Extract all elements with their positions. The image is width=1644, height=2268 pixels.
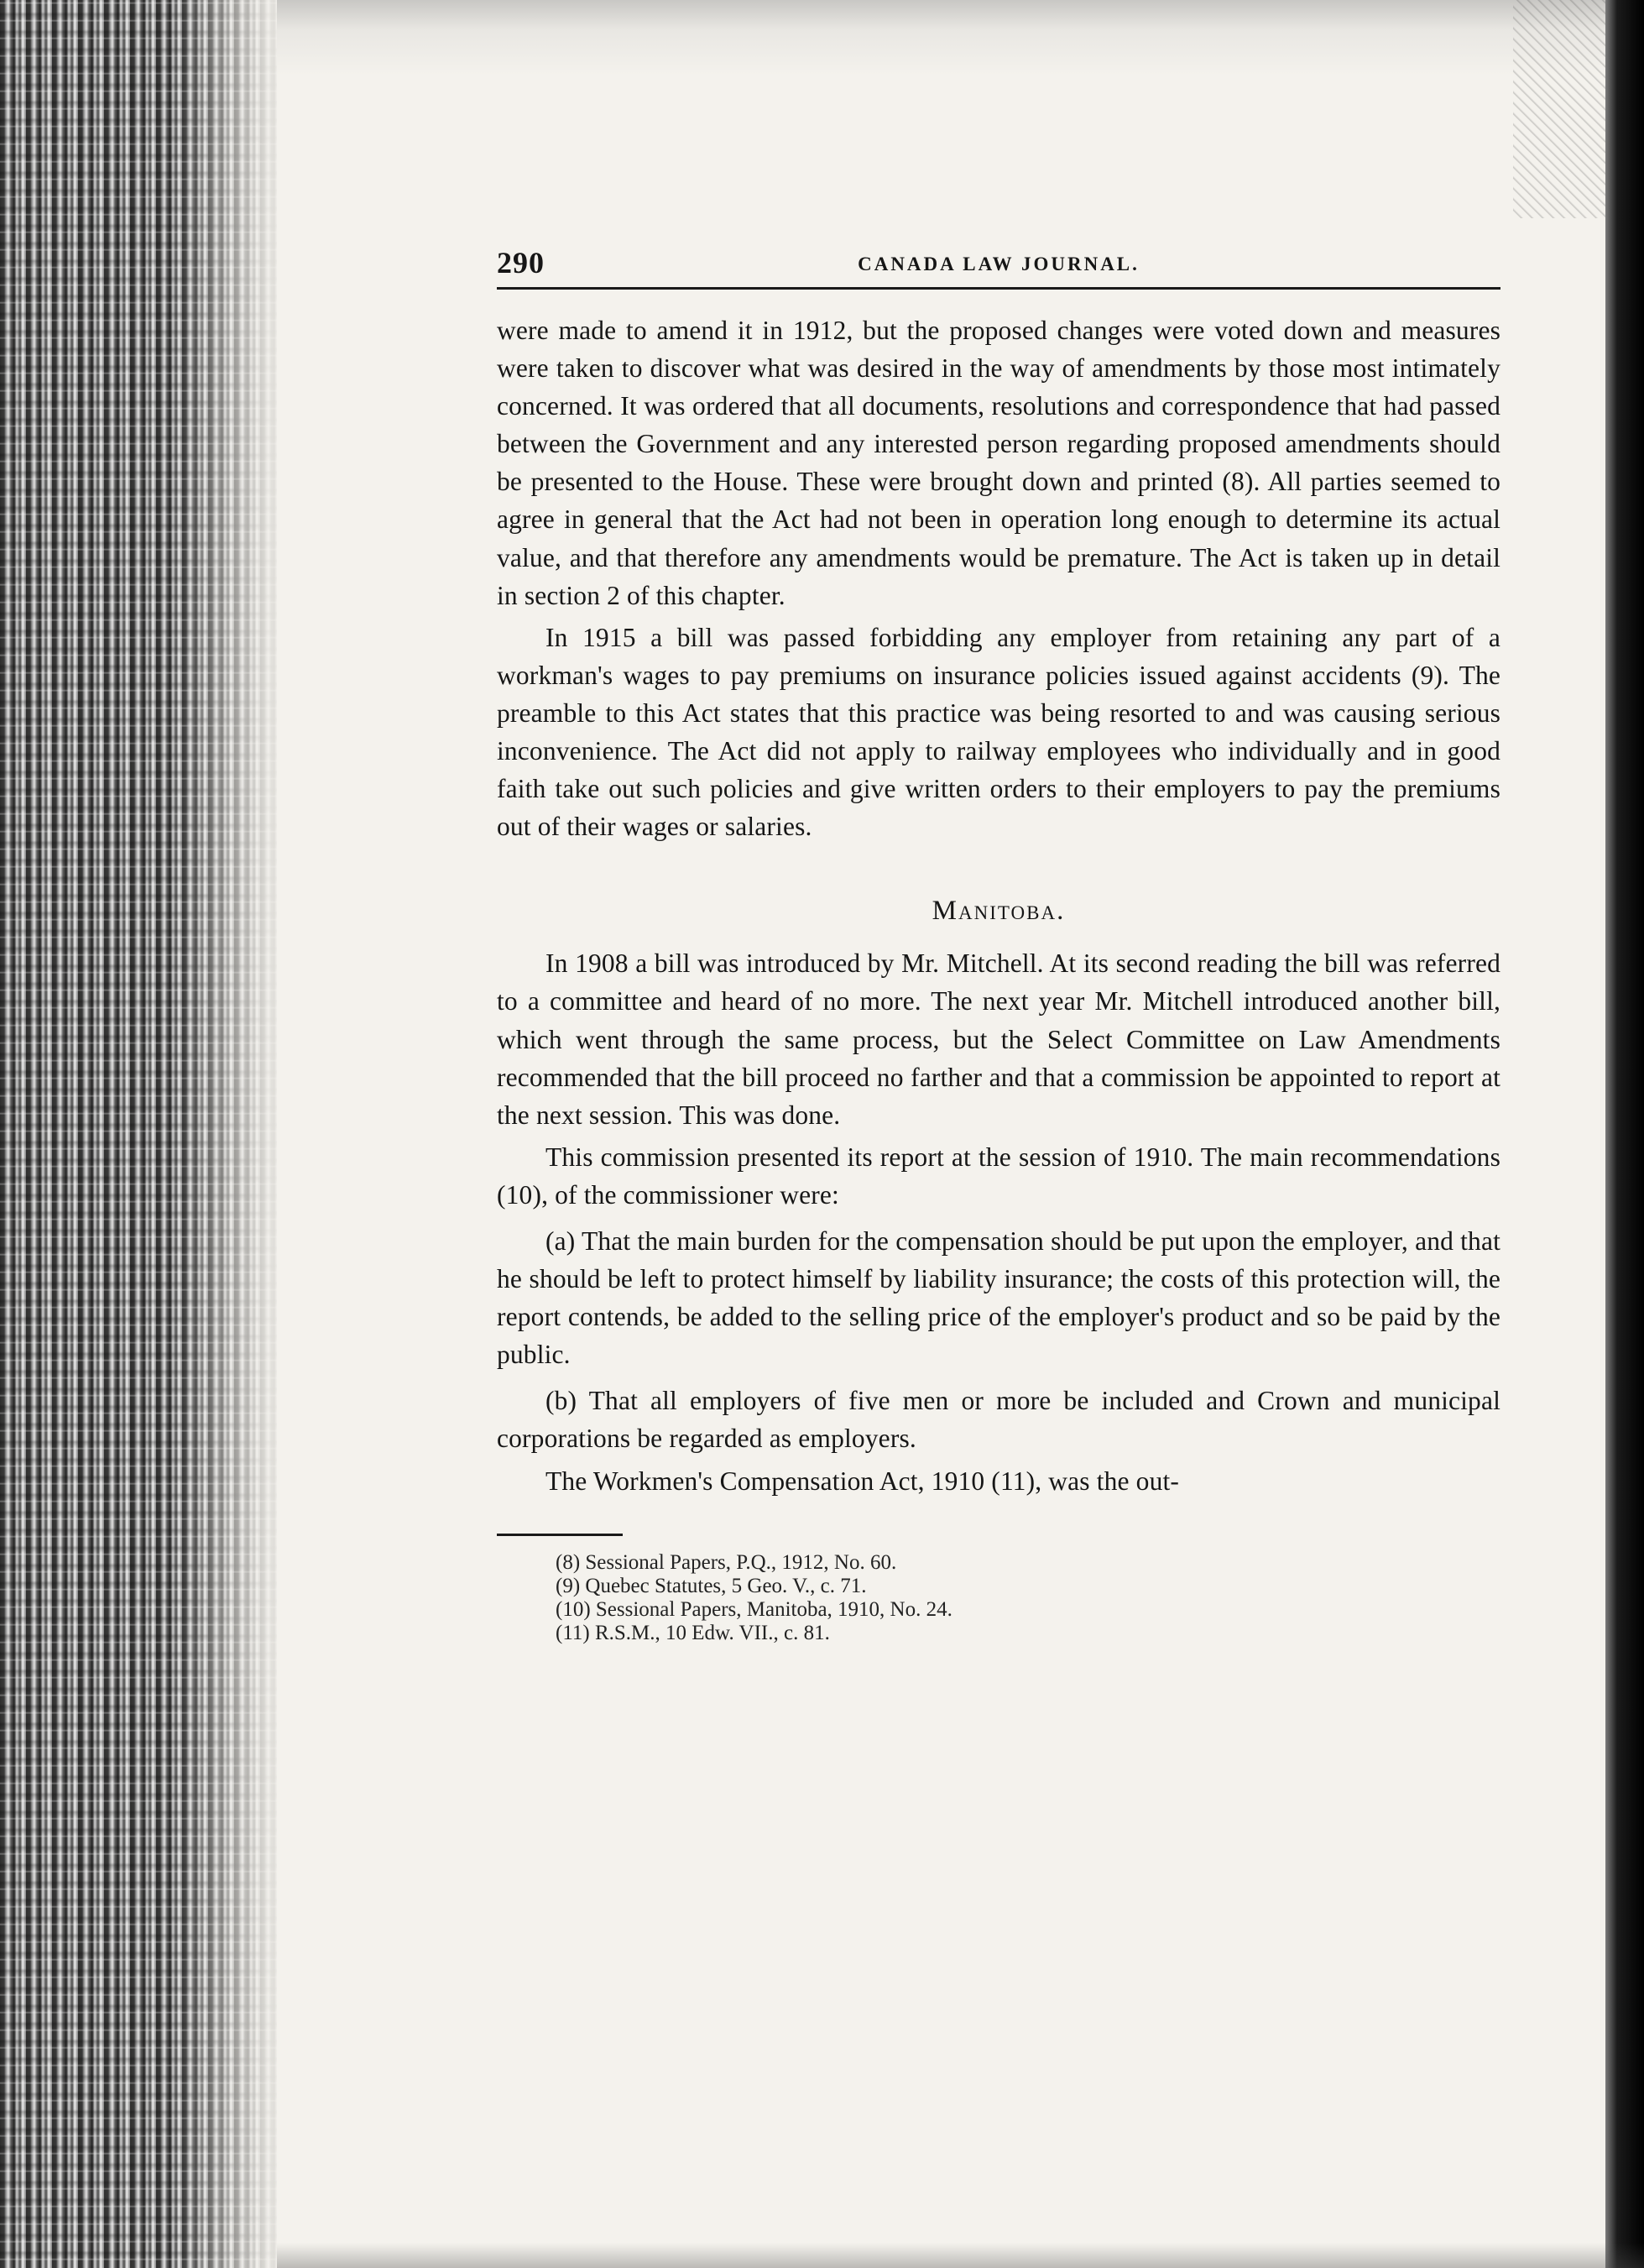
running-head: [497, 243, 1500, 290]
top-edge-smudge: [277, 0, 1644, 76]
footnotes: [497, 1551, 1500, 1645]
bottom-edge-smudge: [277, 2243, 1644, 2268]
journal-title: CANADA LAW JOURNAL.: [858, 253, 1140, 274]
section-paragraph: In 1908 a bill was introduced by Mr. Mitchell. At its second reading the bill was referred to a committee and heard of no more. The next year Mr. Mitchell introduced another bill, which went through the same process, but the Select Committee on Law Amendments recommended that the bill proceed no farther and that a commission be appointed to report at the next session. This was done.: [497, 948, 1500, 1130]
section-paragraph: This commission presented its report at the session of 1910. The main recommendations (10), of the commissioner were:: [497, 1142, 1500, 1210]
footnote-divider: [497, 1534, 623, 1536]
section-heading-text: Manitoba.: [932, 896, 1066, 927]
footnote: (9) Quebec Statutes, 5 Geo. V., c. 71.: [556, 1574, 867, 1597]
section-paragraph: The Workmen's Compensation Act, 1910 (11), was the out-: [545, 1466, 1180, 1496]
section-heading: [497, 894, 1500, 928]
section-paragraph: (b) That all employers of five men or more be included and Crown and municipal corporations be regarded as employers.: [497, 1386, 1500, 1454]
binding-shadow-fade: [176, 0, 294, 2268]
footnote: (11) R.S.M., 10 Edw. VII., c. 81.: [556, 1621, 830, 1644]
journal-page: [497, 243, 1500, 1645]
right-page-edge: [1605, 0, 1644, 2268]
body-paragraph: were made to amend it in 1912, but the proposed changes were voted down and measures were taken to discover what was desired in the way of amendments by those most intimately concerned. It was ordered that all documents, resolutions and correspondence that had passed between the Government and any interested person regarding proposed amendments should be presented to the House. These were brought down and printed (8). All parties seemed to agree in general that the Act had not been in operation long enough to determine its actual value, and that therefore any amendments would be premature. The Act is taken up in detail in section 2 of this chapter.: [497, 316, 1500, 610]
section-paragraph: (a) That the main burden for the compensation should be put upon the employer, and that he should be left to protect himself by liability insurance; the costs of this protection will, the report contends, be added to the selling price of the employer's product and so be paid by the public.: [497, 1225, 1500, 1370]
corner-speckle: [1513, 0, 1605, 218]
body-paragraph: In 1915 a bill was passed forbidding any employer from retaining any part of a workman's wages to pay premiums on insurance policies issued against accidents (9). The preamble to this Act states that this practice was being resorted to and was causing serious inconvenience. The Act did not apply to railway employees who individually and in good faith take out such policies and give written orders to their employers to pay the premiums out of their wages or salaries.: [497, 622, 1500, 842]
body-text: [497, 311, 1500, 1500]
footnote: (10) Sessional Papers, Manitoba, 1910, No. 24.: [556, 1597, 952, 1621]
page-number: 290: [497, 246, 545, 280]
footnote: (8) Sessional Papers, P.Q., 1912, No. 60.: [556, 1550, 897, 1574]
